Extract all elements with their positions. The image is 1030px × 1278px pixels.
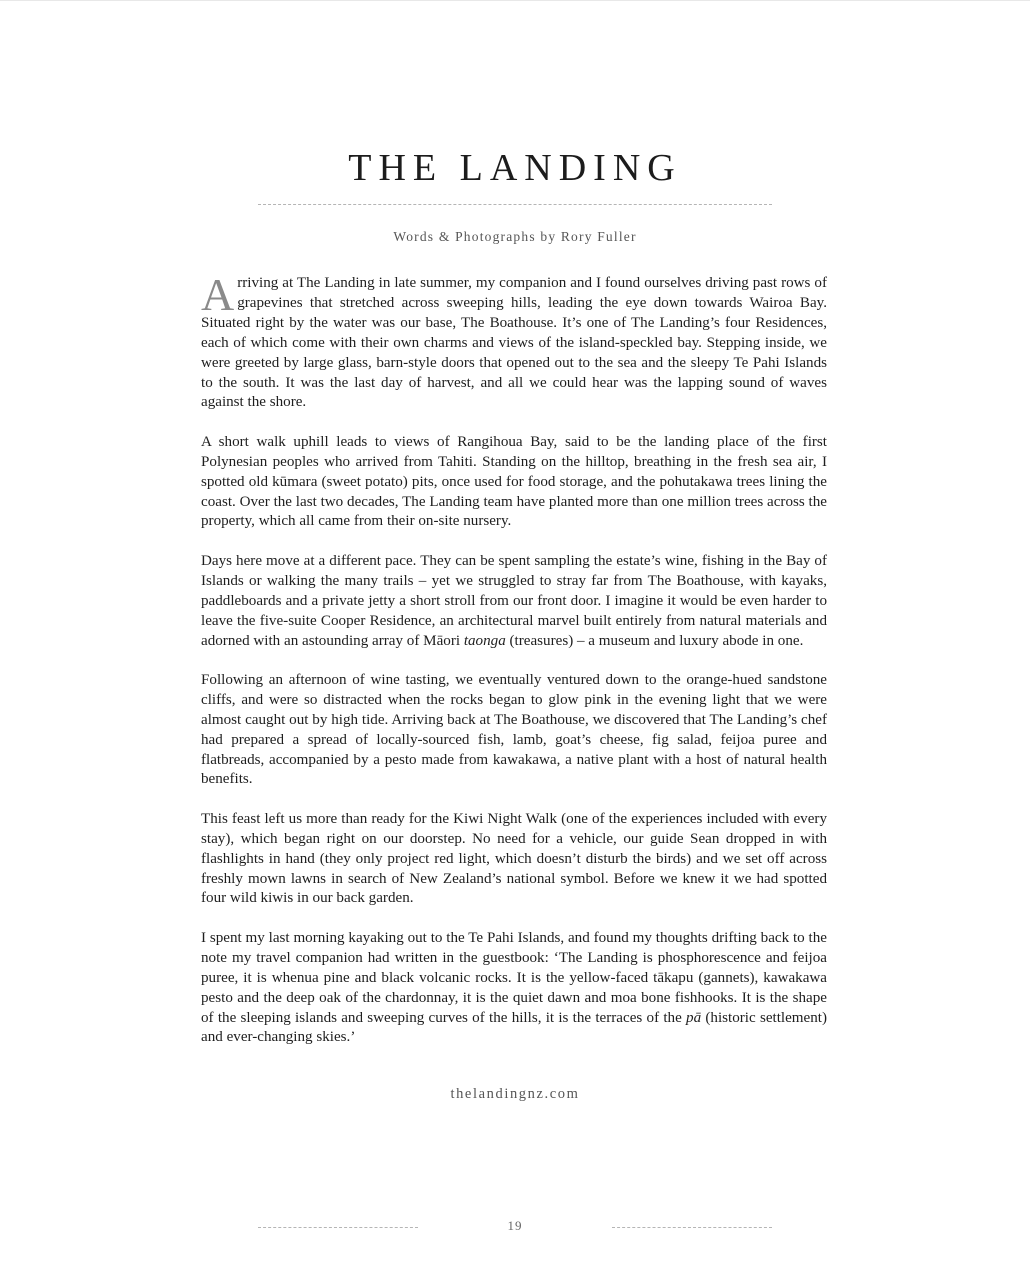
article-paragraph: [201, 671, 827, 790]
italic-term: pā: [686, 1009, 702, 1026]
drop-cap: A: [201, 269, 235, 320]
paragraph-text: rriving at The Landing in late summer, my companion and I found ourselves driving past rows of grapevines that stretched across sweeping hills, leading the eye down towards Wairoa Bay. Situated right by the water was our base, The Boathouse. It’s one of The Landing’s four Residences, each of which come with their own charms and views of the island-speckled bay. Stepping inside, we were greeted by large glass, barn-style doors that opened out to the sea and the sleepy Te Pahi Islands to the south. It was the last day of harvest, and all we could hear was the lapping sound of waves against the shore.: [201, 275, 827, 411]
article-paragraph: [201, 929, 827, 1048]
article-title: THE LANDING: [348, 147, 682, 189]
article-body: [201, 269, 827, 1068]
paragraph-text: I spent my last morning kayaking out to the Te Pahi Islands, and found my thoughts drifting back to the note my travel companion had written in the guestbook: ‘The Landing is phosphorescence and feijoa puree, it is whenua pine and black volcanic rocks. It is the yellow-faced tākapu (gannets), kawakawa pesto and the deep oak of the chardonnay, it is the quiet dawn and moa bone fishhooks. It is the shape of the sleeping islands and sweeping curves of the hills, it is the terraces of the: [201, 929, 827, 1026]
paragraph-text: Days here move at a different pace. They can be spent sampling the estate’s wine, fishing in the Bay of Islands or walking the many trails – yet we struggled to stray far from The Boathouse, with kayaks, paddleboards and a private jetty a short stroll from our front door. I imagine it would be even harder to leave the five-suite Cooper Residence, an architectural marvel built entirely from natural materials and adorned with an astounding array of Māori: [201, 552, 827, 649]
page-number: 19: [507, 1218, 523, 1233]
article-byline: Words & Photographs by Rory Fuller: [393, 229, 637, 244]
article-paragraph: [201, 552, 827, 652]
website-link[interactable]: thelandingnz.com: [450, 1086, 580, 1102]
title-divider: [258, 204, 772, 205]
paragraph-text: (historic settlement) and ever-changing skies.’: [201, 1009, 827, 1046]
footer-divider-right: [612, 1227, 772, 1228]
page-top-edge: [0, 0, 1030, 1]
article-paragraph: [201, 269, 827, 413]
paragraph-text: Following an afternoon of wine tasting, we eventually ventured down to the orange-hued sandstone cliffs, and were so distracted when the rocks began to glow pink in the evening light that we were almost caught out by high tide. Arriving back at The Boathouse, we discovered that The Landing’s chef had prepared a spread of locally-sourced fish, lamb, goat’s cheese, fig salad, feijoa puree and flatbreads, accompanied by a pesto made from kawakawa, a native plant with a host of natural health benefits.: [201, 671, 827, 788]
article-paragraph: [201, 810, 827, 910]
italic-term: taonga: [463, 632, 506, 649]
paragraph-text: (treasures) – a museum and luxury abode in one.: [505, 632, 804, 649]
article-paragraph: [201, 433, 827, 533]
paragraph-text: A short walk uphill leads to views of Rangihoua Bay, said to be the landing place of the first Polynesian peoples who arrived from Tahiti. Standing on the hilltop, breathing in the fresh sea air, I spotted old kūmara (sweet potato) pits, once used for food storage, and the pohutakawa trees lining the coast. Over the last two decades, The Landing team have planted more than one million trees across the property, which all came from their on-site nursery.: [201, 433, 827, 530]
paragraph-text: This feast left us more than ready for the Kiwi Night Walk (one of the experiences included with every stay), which began right on our doorstep. No need for a vehicle, our guide Sean dropped in with flashlights in hand (they only project red light, which doesn’t disturb the birds) and we set off across freshly mown lawns in search of New Zealand’s national symbol. Before we knew it we had spotted four wild kiwis in our back garden.: [201, 810, 827, 907]
